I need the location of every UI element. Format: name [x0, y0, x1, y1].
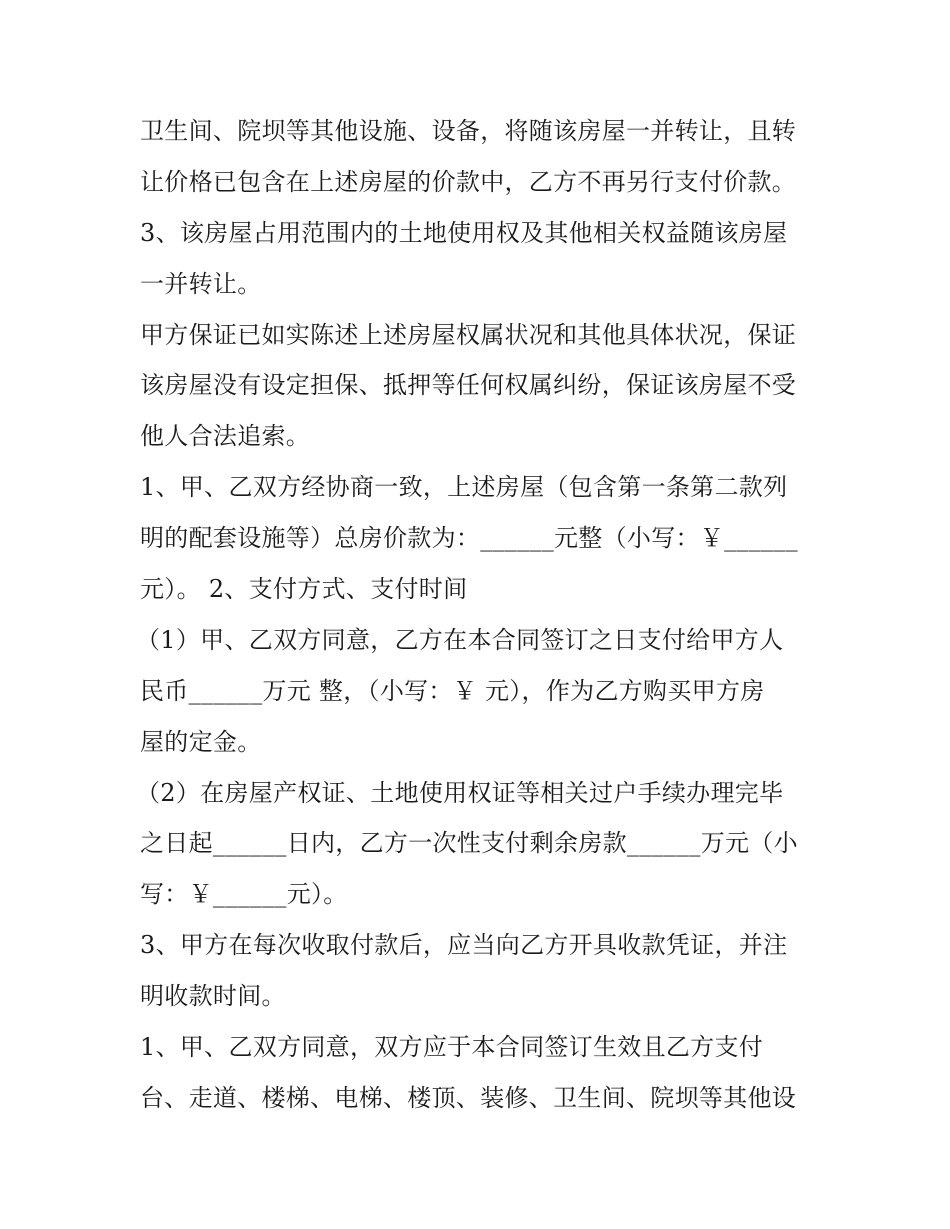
text-line: 卫生间、院坝等其他设施、设备，将随该房屋一并转让，且转 — [140, 117, 797, 145]
text-line: 屋的定金。 — [140, 727, 262, 756]
text-line: 民币______万元 整，（小写：￥ 元），作为乙方购买甲方房 — [140, 676, 765, 705]
text-line: 该房屋没有设定担保、抵押等任何权属纠纷，保证该房屋不受 — [140, 371, 797, 400]
text-line: 让价格已包含在上述房屋的价款中，乙方不再另行支付价款。 — [140, 167, 797, 196]
text-line: 甲方保证已如实陈述上述房屋权属状况和其他具体状况，保证 — [140, 320, 797, 349]
text-line: 之日起______日内，乙方一次性支付剩余房款______万元（小 — [140, 829, 798, 858]
text-line: 1、甲、乙双方同意，双方应于本合同签订生效且乙方支付 — [140, 1033, 764, 1062]
text-line: （1）甲、乙双方同意，乙方在本合同签订之日支付给甲方人 — [136, 625, 784, 654]
contract-text — [136, 106, 820, 1124]
text-line: 写：￥______元）。 — [140, 880, 348, 909]
text-line: 台、走道、楼梯、电梯、楼顶、装修、卫生间、院坝等其他设 — [140, 1083, 797, 1112]
text-line: 明收款时间。 — [140, 982, 286, 1011]
text-line: 1、甲、乙双方经协商一致，上述房屋（包含第一条第二款列 — [140, 473, 788, 502]
text-line: 他人合法追索。 — [140, 422, 311, 451]
text-line: 一并转让。 — [140, 269, 262, 298]
text-line: 明的配套设施等）总房价款为：______元整（小写：￥______ — [140, 524, 798, 553]
text-line: （2）在房屋产权证、土地使用权证等相关过户手续办理完毕 — [136, 778, 784, 807]
text-line: 3、甲方在每次收取付款后，应当向乙方开具收款凭证，并注 — [140, 931, 788, 960]
text-line: 元）。 2、支付方式、支付时间 — [140, 575, 468, 604]
text-line: 3、该房屋占用范围内的土地使用权及其他相关权益随该房屋 — [140, 218, 788, 247]
